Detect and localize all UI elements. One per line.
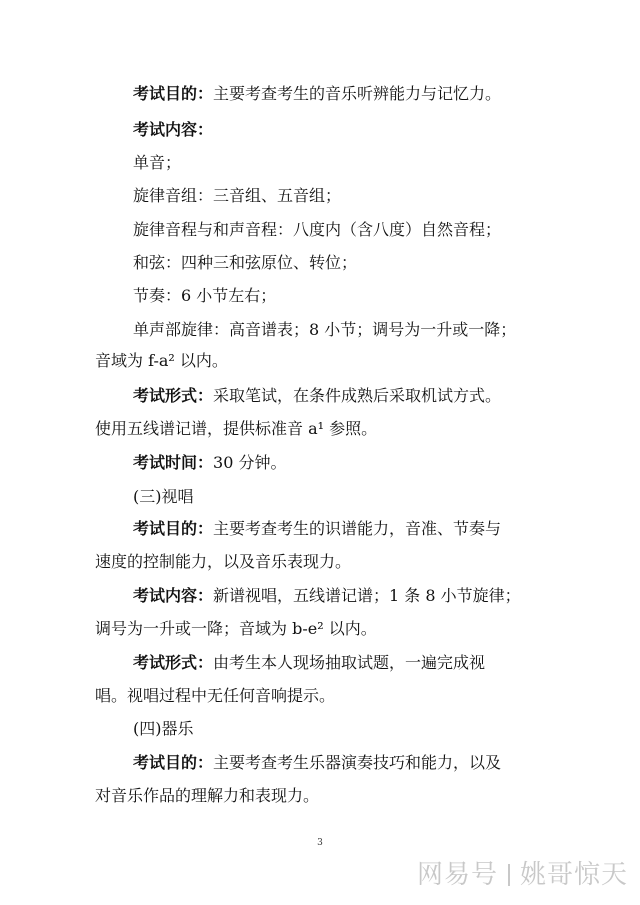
line-label: 考试形式： (133, 386, 214, 405)
line-label: 考试时间： (133, 453, 214, 472)
line-text: 主要考查考生的识谱能力，音准、节奏与 (213, 519, 502, 538)
watermark-author: 姚哥惊天 (519, 860, 628, 890)
line-label: 考试内容： (133, 586, 214, 605)
text-line (133, 253, 613, 273)
line-text: 单音； (133, 153, 182, 172)
text-line (133, 320, 613, 340)
line-label: 考试目的： (133, 519, 214, 538)
line-text: 旋律音程与和声音程：八度内（含八度）自然音程； (133, 220, 502, 239)
text-line (133, 153, 613, 173)
text-line (133, 653, 613, 673)
line-text: 使用五线谱记谱，提供标准音 a¹ 参照。 (95, 419, 378, 438)
watermark-divider (508, 864, 510, 886)
line-text: 节奏：6 小节左右； (133, 286, 277, 305)
text-line (95, 686, 615, 706)
text-line (133, 84, 613, 104)
line-text: 速度的控制能力，以及音乐表现力。 (95, 552, 352, 571)
line-text: 主要考查考生乐器演奏技巧和能力，以及 (213, 753, 502, 772)
text-line (133, 186, 613, 206)
line-text: 和弦：四种三和弦原位、转位； (133, 253, 358, 272)
line-text: 由考生本人现场抽取试题，一遍完成视 (213, 653, 486, 672)
line-label: 考试内容： (133, 120, 214, 139)
text-line (133, 519, 613, 539)
line-label: 考试目的： (133, 84, 214, 103)
line-text: 对音乐作品的理解力和表现力。 (95, 786, 320, 805)
line-text: 旋律音组：三音组、五音组； (133, 186, 342, 205)
text-line (95, 419, 615, 439)
text-line (95, 552, 615, 572)
line-text: (三)视唱 (133, 487, 194, 506)
text-line (133, 453, 613, 473)
text-line (133, 386, 613, 406)
text-line (133, 286, 613, 306)
page-number: 3 (317, 838, 323, 848)
text-line (95, 786, 615, 806)
line-text: 新谱视唱，五线谱记谱；1 条 8 小节旋律； (213, 586, 521, 605)
watermark (417, 854, 628, 891)
line-text: 唱。视唱过程中无任何音响提示。 (95, 686, 336, 705)
line-text: 单声部旋律：高音谱表；8 小节；调号为一升或一降； (133, 320, 517, 339)
line-text: 30 分钟。 (213, 453, 287, 472)
text-line (133, 586, 613, 606)
text-line (133, 120, 613, 140)
text-line (133, 220, 613, 240)
text-line (95, 351, 615, 371)
line-text: (四)器乐 (133, 719, 194, 738)
section-heading (133, 719, 613, 739)
line-text: 音域为 f-a² 以内。 (95, 351, 228, 370)
line-label: 考试目的： (133, 753, 214, 772)
line-label: 考试形式： (133, 653, 214, 672)
line-text: 主要考查考生的音乐听辨能力与记忆力。 (213, 84, 502, 103)
watermark-source: 网易号 (416, 860, 498, 890)
line-text: 调号为一升或一降；音域为 b-e² 以内。 (95, 619, 377, 638)
line-text: 采取笔试，在条件成熟后采取机试方式。 (213, 386, 502, 405)
text-line (133, 753, 613, 773)
section-heading (133, 487, 613, 507)
text-line (95, 619, 615, 639)
